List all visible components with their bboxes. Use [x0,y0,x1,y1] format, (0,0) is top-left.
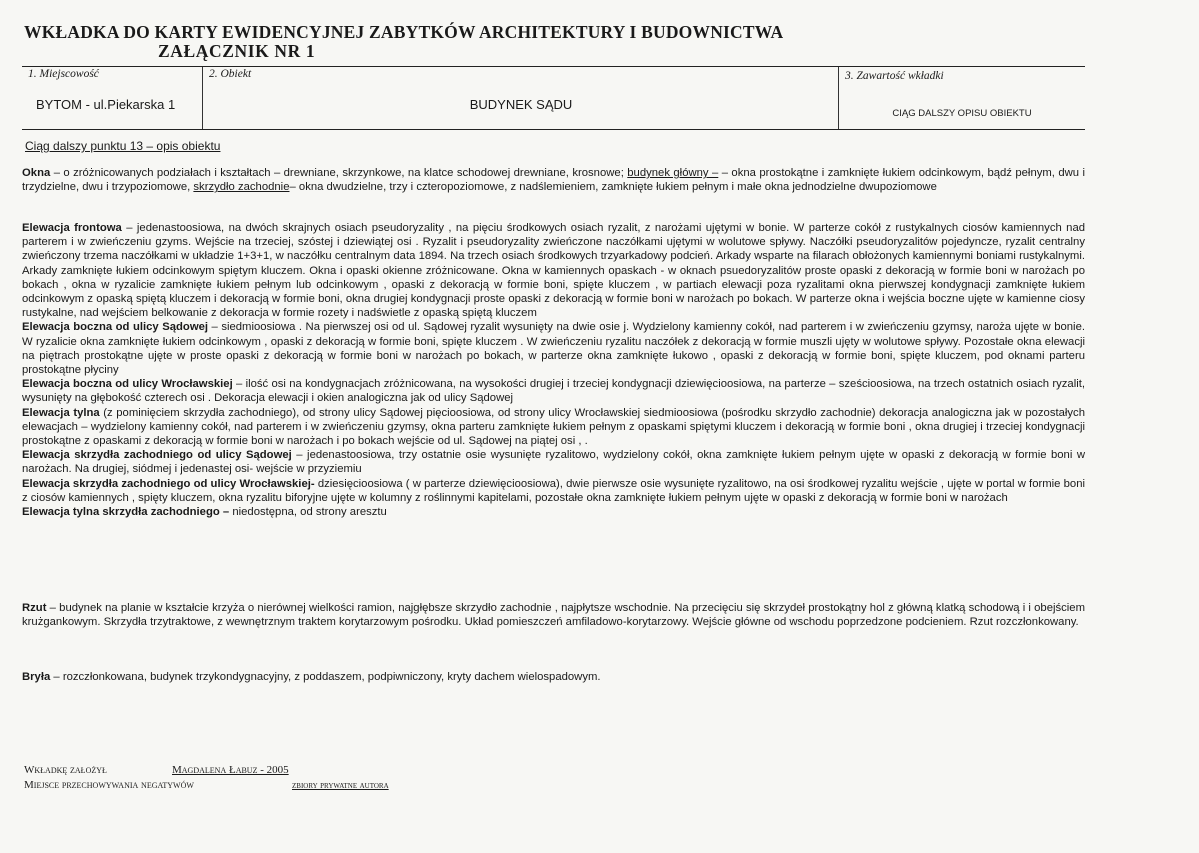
elewacja-label: Elewacja tylna [22,406,100,419]
footer-author-label: Wkładkę założył [24,764,107,776]
elewacja-label: Elewacja tylna skrzydła zachodniego – [22,506,230,519]
cell-location [22,67,202,129]
elewacja-frontowa [22,221,1085,320]
footer-negatives-label: Miejsce przechowywania negatywów [24,779,194,791]
okna-link1: budynek główny – [627,167,719,179]
header-table [22,66,1085,130]
elewacja-text: – jedenastoosiowa, na dwóch skrajnych osiach pseudoryzality , na pięciu środkowych osiach ryzalit, z narożami ujętymi w bonie. W parterze cokół z rustykalnych ciosów kamiennych nad parterem i w zwieńczeniu gzyms. Wejście na trzeciej, szóstej i dziewiątej osi . Ryzalit i pseudoryzality zwieńczone naczółkami ujętymi w wolutowe spływy. Naczółki pseudoryzalitów pojedyncze, ryzalit centralny zwieńczony trzema naczółkami w układzie 1+3+1, w naczółku centralnym data 1894. Na trzech osiach środkowych trzyarkadowy podcień. Arkady wsparte na filarach obłożonych kamiennymi boniami rustykalnymi. Arkady zamknięte łukiem odcinkowym spiętym kluczem. Okna i opaski okienne zróżnicowane. Okna w kamiennych opaskach - w oknach psuedoryzalitów proste opaski z dekoracją w formie boni w narożach po bokach , okna w ryzalicie zamknięte łukiem pełnym lub odcinkowym , opaski z dekoracją w formie boni, spięte kluczem , w partiach elewacji poza ryzalitami okna pierwszej kondygnacji zamknięte łukiem odcinkowym z opaską spiętą kluczem i dekoracją w formie boni, okna drugiej kondygnacji proste opaski z dekoracją w formie boni w narożach po bokach. W parterze okna i wejścia boczne ujęte w kamienne ciosy rustykalne, nad wejściem belkowanie z dekoracja w formie rozety i nadświetle z opaską spiętą kluczem [22,222,1086,320]
cell-content [838,67,1085,129]
elewacja-text: dziesięcioosiowa ( w parterze dziewięcioosiowa), dwie pierwsze osie wysunięte ryzalitowo, na osi środkowej ryzalitu wejście , ujęte w portal w formie boni z ciosów kamiennych , spięty kluczem, okna ryzalitu biforyjne ujęte w kolumny z roślinnymi kapitelami, pozostałe okna zamknięte łukiem pełnym ujęte w opaski z dekoracją w formie boni w narożach [22,477,1086,504]
okna-text1: – o zróżnicowanych podziałach i kształtach – drewniane, skrzynkowe, na klatce schodowej drewniane, krosnowe; [50,167,628,179]
section-subheading: Ciąg dalszy punktu 13 – opis obiektu [25,139,221,153]
elewacja-boczna-sadowa [22,320,1085,377]
elewacja-skrzydla-wroclawska [22,477,1085,505]
footer-author-value: Magdalena Łabuz - 2005 [172,764,289,776]
cell-location-label: 1. Miejscowość [28,68,99,80]
paragraph-rzut [22,601,1085,629]
elewacja-label: Elewacja frontowa [22,222,122,234]
elewacja-label: Elewacja skrzydła zachodniego od ulicy Sądowej [22,449,292,462]
footer-negatives-value: zbiory prywatne autora [292,780,389,791]
document-subtitle: ZAŁĄCZNIK NR 1 [158,41,316,61]
cell-object [202,67,839,129]
bryla-text: – rozczłonkowana, budynek trzykondygnacyjny, z poddaszem, podpiwniczony, kryty dachem wielospadowym. [50,671,601,683]
elewacja-label: Elewacja skrzydła zachodniego od ulicy Wrocławskiej- [22,477,315,490]
okna-label: Okna [22,167,51,179]
document-title: WKŁADKA DO KARTY EWIDENCYJNEJ ZABYTKÓW ARCHITEKTURY I BUDOWNICTWA [24,22,784,42]
okna-text2: – okna prostokątne i zamknięte łukiem odcinkowym, bądź pełnym, dwu i trzydzielne, dwu i trzypoziomowe, [22,167,1086,194]
rzut-label: Rzut [22,602,47,614]
elewacja-text: – jedenastoosiowa, trzy ostatnie osie wysunięte ryzalitowo, wydzielony cokół, okna zamknięte łukiem pełnym ujęte w opaski z dekoracją w formie boni w narożach. Na drugiej, siódmej i jedenastej osi- wejście w przyziemiu [22,449,1085,476]
paragraph-bryla [22,670,1085,684]
okna-text3: – okna dwudzielne, trzy i czteropoziomowe, z nadślemieniem, zamknięte łukiem pełnym i małe okna jednodzielne dwupoziomowe [289,181,937,194]
elewacja-text: – ilość osi na kondygnacjach zróżnicowana, na wysokości drugiej i trzeciej kondygnacji dziewięcioosiowa, na parterze – sześcioosiowa, na trzech ostatnich osiach ryzalit, wysunięty na głębokość czterech osi . Dekoracja elewacji i okien analogiczna jak od ulicy Sądowej [22,378,1085,405]
elewacja-tylna [22,406,1085,449]
cell-location-value: BYTOM - ul.Piekarska 1 [36,97,176,112]
elewacja-boczna-wroclawska [22,377,1085,405]
cell-content-value: CIĄG DALSZY OPISU OBIEKTU [892,108,1032,119]
okna-link2: skrzydło zachodnie [193,181,290,194]
paragraph-elewacje [22,221,1085,519]
cell-object-value: BUDYNEK SĄDU [469,97,573,112]
elewacja-label: Elewacja boczna od ulicy Wrocławskiej [22,378,233,391]
elewacja-skrzydla-sadowa [22,448,1085,476]
rzut-text: – budynek na planie w kształcie krzyża o nierównej wielkości ramion, najgłębsze skrzydło zachodnie , najpłytsze wschodnie. Na przecięciu się skrzydeł prostokątny hol z główną klatką schodową i i obejściem krużgankowym. Skrzydła trzytraktowe, z wewnętrznym traktem korytarzowym pośrodku. Układ pomieszczeń amfiladowo-korytarzowy. Wejście główne od wschodu poprzedzone podcieniem. Rzut rozczłonkowany. [22,602,1085,629]
elewacja-text: – siedmioosiowa . Na pierwszej osi od ul. Sądowej ryzalit wysunięty na dwie osie j. Wydzielony kamienny cokół, nad parterem i w zwieńczeniu gzymsy, naroża ujęte w bonie. W ryzalicie okna zamknięte łukiem odcinkowym , opaski z dekoracją w formie boni, spięte kluczem . W zwieńczeniu ryzalitu naczółek z dekoracją w formie muszli ujęty w wolutowe spływy. Pozostałe okna elewacji na piętrach prostokątne ujęte w proste opaski z dekoracją w formie boni w narożach po bokach, w parterze okna zamknięte łukowo , opaski z dekoracją w formie boni, spięte kluczem, pod oknami parteru prostokątne płyciny [22,321,1085,377]
cell-object-label: 2. Obiekt [209,68,252,80]
paragraph-okna [22,166,1085,194]
elewacja-text: niedostępna, od strony aresztu [229,506,387,519]
elewacja-label: Elewacja boczna od ulicy Sądowej [22,321,209,334]
elewacja-text: (z pominięciem skrzydła zachodniego), od strony ulicy Sądowej pięcioosiowa, od strony ulicy Wrocławskiej siedmioosiowa (pośrodku skrzydło zachodnie) dekoracja analogiczna jak w pozostałych elewacjach – wydzielony kamienny cokół, nad parterem i w zwieńczeniu gzymsy, okna parteru zamknięte łukiem pełnym z opaskami spiętymi kluczem i dekoracją w formie boni , okna drugiej i trzeciej kondygnacji prostokątne z opaskami z dekoracją w formie boni w narożach i po bokach wejście od ul. Sądowej na piątej osi , . [22,406,1085,448]
cell-content-label: 3. Zawartość wkładki [845,70,944,82]
elewacja-tylna-skrzydla [22,505,1085,519]
bryla-label: Bryła [22,671,51,683]
